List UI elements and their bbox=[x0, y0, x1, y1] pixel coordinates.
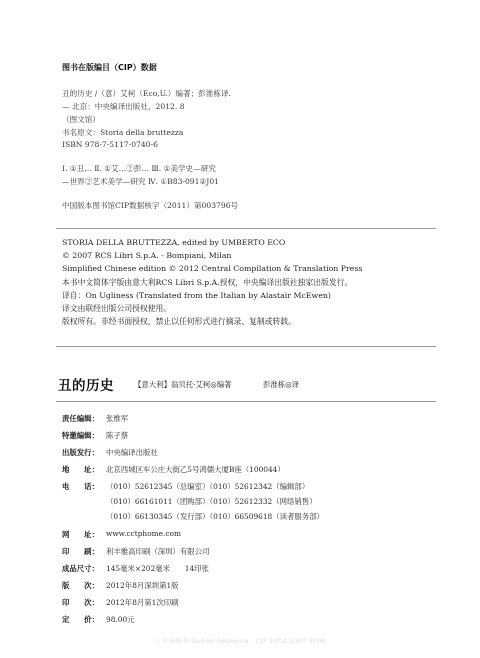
book-author: 【意大利】翁贝托·艾柯◎编著 bbox=[134, 380, 232, 389]
detail-value: 2012年8月第1次印刷 bbox=[106, 598, 179, 607]
copyright-line: STORIA DELLA BRUTTEZZA, edited by UMBERTO ECO bbox=[62, 238, 286, 247]
website-link[interactable]: www.cctphome.com bbox=[106, 529, 181, 538]
cip-line-publisher: — 北京：中央编译出版社，2012. 8 bbox=[62, 102, 185, 111]
detail-label: 地 址： bbox=[62, 465, 99, 474]
divider-top bbox=[56, 228, 436, 229]
detail-value: 陈子蔡 bbox=[106, 431, 129, 440]
cip-line-original: 书名原文：Storia della bruttezza bbox=[62, 128, 184, 137]
detail-value: 2012年8月深圳第1版 bbox=[106, 581, 179, 590]
divider-middle bbox=[56, 346, 436, 347]
cip-line-series: （图文馆） bbox=[62, 115, 100, 124]
detail-label: 责任编辑： bbox=[62, 414, 99, 423]
book-translator: 彭淮栋◎译 bbox=[263, 380, 300, 389]
divider-bottom bbox=[56, 401, 436, 402]
book-title: 丑的历史 bbox=[58, 378, 114, 394]
cip-subject-2: —世界②艺术美学—研究 Ⅳ. ①B83-091②J01 bbox=[62, 177, 219, 186]
detail-label: 出版发行： bbox=[62, 448, 99, 457]
copyright-line: 版权所有。非经书面授权，禁止以任何形式进行摘录、复制或转载。 bbox=[62, 317, 296, 326]
cip-line-title: 丑的历史 /（意）艾柯（Eco,U.）编著；彭淮栋译. bbox=[62, 89, 231, 98]
detail-label: 印 刷： bbox=[62, 547, 99, 556]
footer-watermark: ⓒ 中国图书 Design Resource · CIP 1002 5000 5000 bbox=[153, 638, 327, 645]
detail-value: 北京西城区车公庄大街乙5号鸿儒大厦B座（100044） bbox=[106, 465, 285, 474]
detail-label: 印 次： bbox=[62, 598, 99, 607]
detail-label: 版 次： bbox=[62, 581, 99, 590]
copyright-line: 译文由联经出版公司授权使用。 bbox=[62, 304, 172, 313]
copyright-line: 本书中文简体字版由意大利RCS Libri S.p.A.授权，中央编译出版社独家出版发行。 bbox=[62, 278, 353, 287]
detail-label: 定 价： bbox=[62, 615, 99, 624]
detail-value: 张维军 bbox=[106, 414, 129, 423]
copyright-line: 译自：On Ugliness (Translated from the Italian by Alastair McEwen) bbox=[62, 291, 331, 300]
detail-label: 成品尺寸： bbox=[62, 564, 99, 573]
copyright-line: Simplified Chinese edition © 2012 Central Compilation & Translation Press bbox=[62, 264, 363, 273]
detail-value: （010）52612345（总编室）（010）52612342（编辑部） bbox=[106, 482, 310, 491]
cip-line-isbn: ISBN 978-7-5117-0740-6 bbox=[62, 140, 158, 149]
detail-label: 电 话： bbox=[62, 482, 99, 491]
detail-value: （010）66161011（团购部）（010）52612332（网络销售） bbox=[106, 497, 317, 506]
detail-value: 145毫米×202毫米 14印张 bbox=[106, 564, 209, 573]
detail-value: 利丰雅高印刷（深圳）有限公司 bbox=[106, 547, 210, 556]
detail-value: 中央编译出版社 bbox=[106, 448, 158, 457]
detail-value: （010）66130345（发行部）（010）66509618（读者服务部） bbox=[106, 512, 324, 521]
price-value: 98.00元 bbox=[106, 615, 135, 624]
copyright-line: © 2007 RCS Libri S.p.A. - Bompiani, Milan bbox=[62, 251, 232, 260]
cip-number: 中国版本图书馆CIP数据核字（2011）第003796号 bbox=[62, 201, 239, 210]
detail-label: 特邀编辑： bbox=[62, 431, 99, 440]
cip-subject-1: Ⅰ. ①丑… Ⅱ. ①艾…②彭… Ⅲ. ①美学史—研究 bbox=[62, 164, 216, 173]
cip-title: 图书在版编目（CIP）数据 bbox=[62, 63, 157, 72]
detail-label: 网 址： bbox=[62, 530, 99, 539]
